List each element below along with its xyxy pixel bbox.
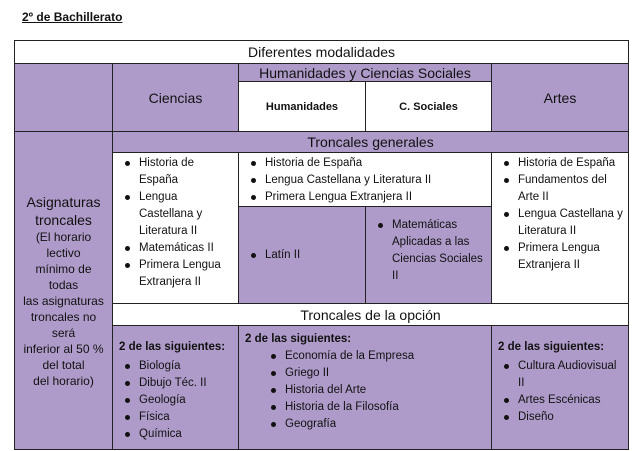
corner-cell (15, 64, 113, 132)
list-item: Matemáticas Aplicadas a las Ciencias Sociales II (366, 217, 485, 285)
list-item: Geografía (259, 416, 491, 433)
side-note-line: del horario) (33, 373, 94, 388)
page-title: 2º de Bachillerato (22, 10, 123, 24)
list-item: Primera Lengua Extranjera II (492, 240, 624, 274)
side-title-line2: troncales (35, 211, 92, 228)
side-note-line: todas (48, 277, 79, 292)
ciencias-generales-cell (113, 153, 239, 304)
modalidades-table (14, 40, 629, 450)
hum-cs-header: Humanidades y Ciencias Sociales (239, 64, 492, 82)
list-item: Lengua Castellana y Literatura II (239, 172, 491, 189)
list-item: Historia de España (492, 155, 624, 172)
hum-cs-opcion-intro: 2 de las siguientes: (245, 333, 352, 345)
side-note-line: mínimo de (35, 261, 92, 276)
ciencias-opcion-intro: 2 de las siguientes: (119, 341, 226, 353)
humanidades-generales-cell (239, 207, 366, 304)
hum-cs-generales-cell (239, 153, 492, 207)
list-item: Geología (113, 392, 238, 409)
list-item: Lengua Castellana y Literatura II (113, 189, 234, 240)
c-sociales-header: C. Sociales (366, 82, 492, 132)
artes-opcion-cell (492, 326, 629, 450)
hum-cs-opcion-cell (239, 326, 492, 450)
modalidades-title: Diferentes modalidades (15, 41, 629, 64)
artes-opcion-intro: 2 de las siguientes: (498, 341, 605, 353)
artes-header: Artes (492, 64, 629, 132)
list-item: Cultura Audiovisual II (492, 358, 624, 392)
list-item: Primera Lengua Extranjera II (113, 257, 234, 291)
list-item: Fundamentos del Arte II (492, 172, 624, 206)
list-item: Física (113, 409, 238, 426)
humanidades-header: Humanidades (239, 82, 366, 132)
list-item: Matemáticas II (113, 240, 234, 257)
list-item: Latín II (239, 247, 365, 264)
list-item: Historia del Arte (259, 382, 491, 399)
list-item: Historia de la Filosofía (259, 399, 491, 416)
side-note-line: del total (42, 357, 85, 372)
list-item: Primera Lengua Extranjera II (239, 189, 491, 206)
list-item: Economía de la Empresa (259, 348, 491, 365)
ciencias-opcion-cell (113, 326, 239, 450)
list-item: Artes Escénicas (492, 392, 624, 409)
list-item: Diseño (492, 409, 624, 426)
side-note-line: (El horario (35, 229, 92, 244)
side-note-line: las asignaturas (23, 293, 104, 308)
list-item: Dibujo Téc. II (113, 375, 238, 392)
troncales-generales-title: Troncales generales (113, 132, 629, 153)
list-item: Griego II (259, 365, 491, 382)
side-note-line: lectivo (46, 245, 81, 260)
artes-generales-cell (492, 153, 629, 304)
side-note-line: troncales no (30, 309, 97, 324)
side-note-line: inferior al 50 % (23, 341, 104, 356)
side-title-line1: Asignaturas (26, 193, 101, 210)
list-item: Química (113, 426, 238, 443)
list-item: Biología (113, 358, 238, 375)
c-sociales-generales-cell (366, 207, 492, 304)
troncales-opcion-title: Troncales de la opción (113, 304, 629, 326)
ciencias-header: Ciencias (113, 64, 239, 132)
list-item: Historia de España (113, 155, 234, 189)
list-item: Lengua Castellana y Literatura II (492, 206, 624, 240)
side-note-line: será (51, 325, 76, 340)
list-item: Historia de España (239, 155, 491, 172)
asignaturas-troncales-label (15, 132, 113, 450)
